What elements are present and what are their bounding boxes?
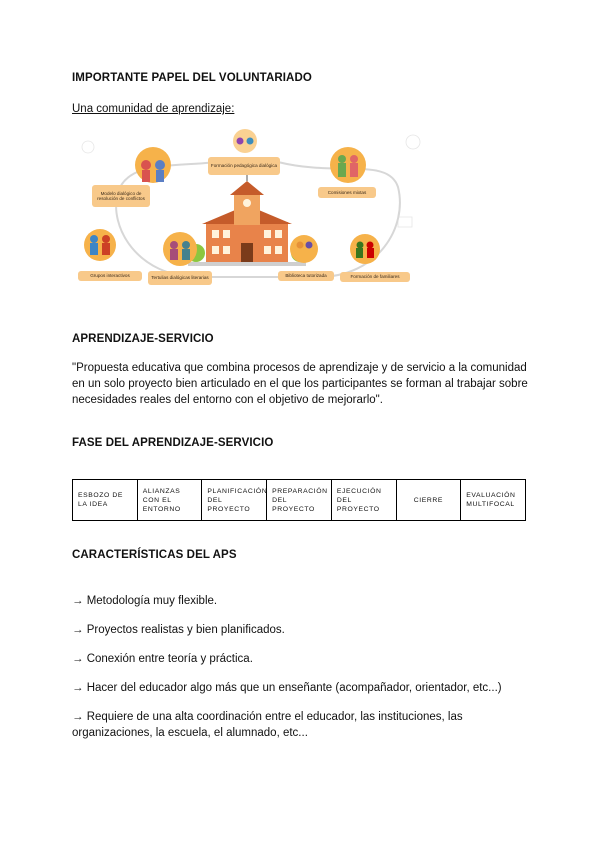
feature-item: → Proyectos realistas y bien planificados. <box>72 624 285 636</box>
feature-item: → Conexión entre teoría y práctica. <box>72 653 253 665</box>
label-grupos-interactivos: Grupos interactivos <box>78 271 142 281</box>
phases-row <box>73 480 526 521</box>
aps-heading: APRENDIZAJE-SERVICIO <box>72 333 214 345</box>
label-tertulias: Tertulias dialógicas literarias <box>148 271 212 285</box>
label-comisiones-mixtas: Comisiones mixtas <box>318 187 376 198</box>
phases-heading: FASE DEL APRENDIZAJE-SERVICIO <box>72 437 274 449</box>
feature-item: → Metodología muy flexible. <box>72 595 218 607</box>
label-formacion-familiares: Formación de familiares <box>340 272 410 282</box>
label-biblioteca: Biblioteca tutorizada <box>278 271 334 281</box>
page-title: IMPORTANTE PAPEL DEL VOLUNTARIADO <box>72 72 312 84</box>
feature-item: → Requiere de una alta coordinación entre el educador, las instituciones, las organizaciones, la escuela, el alumnado, etc... <box>72 711 463 739</box>
phases-table <box>72 479 526 521</box>
label-formacion-pedagogica: Formación pedagógica dialógica <box>208 157 280 175</box>
feature-item: → Hacer del educador algo más que un enseñante (acompañador, orientador, etc...) <box>72 682 502 694</box>
section-subtitle: Una comunidad de aprendizaje: <box>72 103 235 115</box>
phase-cell: ALIANZAS CON EL ENTORNO <box>137 480 202 521</box>
phase-cell: EJECUCIÓN DEL PROYECTO <box>331 480 396 521</box>
label-modelo-dialogico: Modelo dialógico de resolución de conflictos <box>92 185 150 207</box>
phase-cell: PLANIFICACIÓN DEL PROYECTO <box>202 480 267 521</box>
phase-cell: ESBOZO DE LA IDEA <box>73 480 138 521</box>
learning-community-illustration <box>78 127 428 292</box>
phase-cell: EVALUACIÓN MULTIFOCAL <box>461 480 526 521</box>
features-heading: CARACTERÍSTICAS DEL APS <box>72 549 237 561</box>
phase-cell: CIERRE <box>396 480 461 521</box>
phase-cell: PREPARACIÓN DEL PROYECTO <box>267 480 332 521</box>
aps-definition: "Propuesta educativa que combina procesos de aprendizaje y de servicio a la comunidad en un solo proyecto bien articulado en el que los participantes se forman al trabajar sobre necesidades reales del entorno con el objetivo de mejorarlo". <box>72 362 528 406</box>
illustration-graphic <box>78 127 428 292</box>
